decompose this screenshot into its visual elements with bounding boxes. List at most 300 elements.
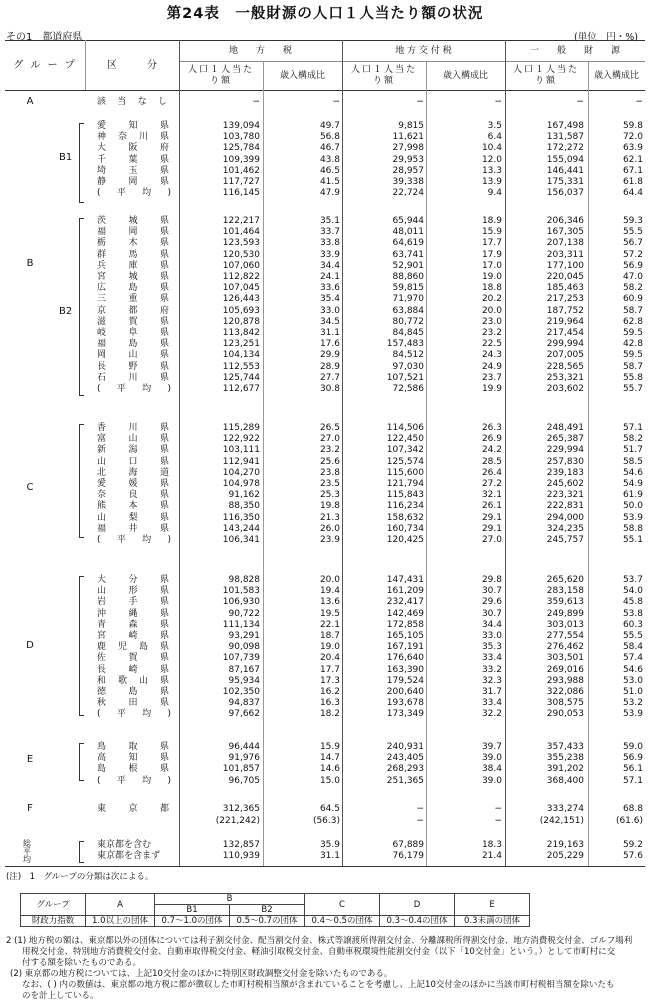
cell-value: 21.3 bbox=[319, 512, 340, 523]
row-label: 山口県 bbox=[97, 456, 173, 467]
cell-value: 35.3 bbox=[481, 642, 502, 653]
cell-value: 22,724 bbox=[392, 188, 424, 199]
cell-value: 21.4 bbox=[481, 851, 502, 862]
row-label: 福井県 bbox=[97, 523, 173, 534]
row-label: 青森県 bbox=[97, 619, 173, 630]
header-per-capita: 人口１人当たり額 bbox=[187, 65, 254, 86]
cell-value: 187,752 bbox=[546, 305, 584, 316]
cell-value: 232,417 bbox=[386, 597, 424, 608]
cell-value: 56.8 bbox=[319, 132, 340, 143]
cell-value: 106,930 bbox=[222, 597, 260, 608]
cell-value: 19.9 bbox=[481, 384, 502, 394]
cell-value: 90,098 bbox=[228, 642, 260, 653]
cell-value: 33.9 bbox=[319, 249, 340, 260]
cell-value: − bbox=[416, 804, 424, 814]
cell-value: 173,349 bbox=[386, 709, 424, 720]
cell-value: 30.8 bbox=[319, 384, 340, 394]
row-label: 新潟県 bbox=[97, 445, 173, 456]
cell-value: − bbox=[494, 97, 502, 107]
cell-value: 123,251 bbox=[222, 339, 260, 350]
cell-value: 57.1 bbox=[622, 423, 643, 433]
cell-value: 245,757 bbox=[546, 535, 584, 545]
cell-value: 97,030 bbox=[392, 361, 424, 372]
row-label: 三重県 bbox=[97, 294, 173, 305]
notes bbox=[6, 872, 646, 883]
cell-value: (56.3) bbox=[312, 815, 340, 826]
table-row bbox=[5, 501, 645, 512]
cell-value: 53.8 bbox=[622, 608, 643, 619]
cell-value: 23.2 bbox=[481, 328, 502, 338]
cell-value: 63,884 bbox=[392, 305, 424, 316]
note-2-2c: のを計上している。 bbox=[22, 991, 99, 1001]
row-label: 広島県 bbox=[97, 283, 173, 294]
cell-value: 53.2 bbox=[622, 698, 643, 709]
cell-value: 26.0 bbox=[319, 523, 340, 534]
cell-value: 29.1 bbox=[481, 512, 502, 523]
cell-value: 61.9 bbox=[622, 490, 643, 501]
cell-value: 115,600 bbox=[386, 467, 424, 478]
cell-value: 160,734 bbox=[386, 523, 424, 534]
cell-value: 39.0 bbox=[481, 753, 502, 764]
cell-value: 35.4 bbox=[319, 294, 340, 305]
cell-value: 20.4 bbox=[319, 653, 340, 664]
cell-value: 253,321 bbox=[546, 372, 584, 383]
row-label: 神奈川県 bbox=[97, 132, 173, 143]
cell-value: 142,469 bbox=[386, 608, 424, 619]
cell-value: 56.1 bbox=[622, 764, 643, 775]
row-label: (平均) bbox=[97, 188, 173, 199]
cell-value: 32.3 bbox=[481, 675, 502, 686]
cell-value: (242,151) bbox=[539, 815, 584, 826]
cell-value: 39.0 bbox=[481, 775, 502, 786]
cell-value: 293,988 bbox=[546, 675, 584, 686]
cell-value: − bbox=[494, 804, 502, 814]
note-2-1b: 用税交付金、特別地方消費税交付金、自動車取得税交付金、軽油引取税交付金、自動車税環境性能割交付金（以下「10交付金」という。）として市町村に交 bbox=[22, 947, 616, 957]
cell-value: 120,878 bbox=[222, 316, 260, 327]
cell-value: 13.6 bbox=[319, 597, 340, 608]
table-row bbox=[5, 384, 645, 395]
gt-val-b2: 0.5〜0.7の団体 bbox=[230, 916, 305, 927]
cell-value: 163,390 bbox=[386, 664, 424, 675]
cell-value: 26.1 bbox=[481, 501, 502, 512]
table-row bbox=[5, 851, 645, 862]
row-label: 大分県 bbox=[97, 575, 173, 585]
cell-value: 17.3 bbox=[319, 675, 340, 686]
cell-value: 57.1 bbox=[622, 775, 643, 786]
cell-value: 20.0 bbox=[319, 575, 340, 585]
row-label: 香川県 bbox=[97, 423, 173, 433]
cell-value: 27.0 bbox=[481, 535, 502, 545]
cell-value: 23.9 bbox=[319, 535, 340, 545]
note-2-1a: 2 (1) 地方税の額は、東京都以外の団体については利子割交付金、配当割交付金、株式等譲渡所得割交付金、分離課税所得割交付金、地方消費税交付金、ゴルフ場利 bbox=[6, 936, 633, 946]
cell-value: 269,016 bbox=[546, 664, 584, 675]
cell-value: 9,815 bbox=[398, 121, 424, 131]
cell-value: 220,045 bbox=[546, 272, 584, 282]
table-row bbox=[5, 687, 645, 698]
cell-value: 59.5 bbox=[622, 328, 643, 338]
row-label: (平均) bbox=[97, 775, 173, 786]
table-row bbox=[5, 468, 645, 479]
cell-value: 15.9 bbox=[481, 227, 502, 238]
cell-value: 19.8 bbox=[319, 501, 340, 512]
cell-value: 29.9 bbox=[319, 350, 340, 361]
cell-value: 156,037 bbox=[546, 188, 584, 199]
cell-value: 23.2 bbox=[319, 445, 340, 456]
note-2-2a: (2) 東京都の地方税については、上記10交付金のほかに特別区財政調整交付金を除いたものである。 bbox=[10, 969, 393, 979]
table-row bbox=[5, 653, 645, 664]
row-label: 東京都を含む bbox=[97, 840, 152, 850]
table-row bbox=[5, 609, 645, 620]
cell-value: 25.6 bbox=[319, 456, 340, 467]
cell-value: 33.7 bbox=[319, 227, 340, 238]
cell-value: 112,677 bbox=[222, 384, 260, 394]
cell-value: 72.0 bbox=[622, 132, 643, 143]
cell-value: 308,575 bbox=[546, 698, 584, 709]
cell-value: 43.8 bbox=[319, 154, 340, 165]
cell-value: 324,235 bbox=[546, 523, 584, 534]
row-label: 静岡県 bbox=[97, 177, 173, 187]
cell-value: 62.8 bbox=[622, 316, 643, 327]
cell-value: 110,939 bbox=[222, 851, 260, 862]
cell-value: 24.3 bbox=[481, 350, 502, 361]
cell-value: 25.3 bbox=[319, 490, 340, 501]
cell-value: 46.7 bbox=[319, 143, 340, 154]
cell-value: 14.6 bbox=[319, 764, 340, 775]
cell-value: 10.4 bbox=[481, 143, 502, 154]
cell-value: 112,941 bbox=[222, 456, 260, 467]
row-label: 山形県 bbox=[97, 586, 173, 597]
cell-value: 97,662 bbox=[228, 709, 260, 720]
row-label: 山梨県 bbox=[97, 512, 173, 523]
cell-value: 27.0 bbox=[319, 434, 340, 445]
cell-value: 54.0 bbox=[622, 586, 643, 597]
cell-value: 223,321 bbox=[546, 490, 584, 501]
cell-value: 50.0 bbox=[622, 501, 643, 512]
table-row bbox=[5, 166, 645, 177]
header-allocation-tax: 地 方 交 付 税 bbox=[395, 46, 452, 56]
cell-value: 29,953 bbox=[392, 154, 424, 165]
cell-value: 42.8 bbox=[622, 339, 643, 350]
cell-value: 18.2 bbox=[319, 709, 340, 720]
gt-label: 財政力指数 bbox=[21, 916, 86, 927]
row-label: 岩手県 bbox=[97, 597, 173, 608]
cell-value: 13.3 bbox=[481, 165, 502, 176]
cell-value: 45.8 bbox=[622, 597, 643, 608]
cell-value: 176,640 bbox=[386, 653, 424, 664]
cell-value: 98,828 bbox=[228, 575, 260, 585]
cell-value: 122,450 bbox=[386, 434, 424, 445]
cell-value: 34.4 bbox=[319, 260, 340, 271]
cell-value: 179,524 bbox=[386, 675, 424, 686]
cell-value: 101,583 bbox=[222, 586, 260, 597]
table-row bbox=[5, 97, 645, 108]
note-2-2b: なお、( ) 内の数値は、東京都の地方税に都が徴収した市町村税相当額が含まれていることを考慮し、上記10交付金のほかに当該市町村税相当額を除いたも bbox=[22, 980, 615, 990]
cell-value: 33.4 bbox=[481, 698, 502, 709]
cell-value: 172,858 bbox=[386, 619, 424, 630]
cell-value: − bbox=[416, 97, 424, 107]
cell-value: 146,441 bbox=[546, 165, 584, 176]
row-label: 長野県 bbox=[97, 361, 173, 372]
group-b1-label: B1 bbox=[59, 152, 73, 163]
row-label: 岐阜県 bbox=[97, 328, 173, 338]
cell-value: 219,163 bbox=[546, 840, 584, 850]
cell-value: 35.1 bbox=[319, 216, 340, 226]
header-ratio: 歳入構成比 bbox=[593, 71, 639, 81]
cell-value: 101,462 bbox=[222, 165, 260, 176]
cell-value: 303,501 bbox=[546, 653, 584, 664]
row-label: 高知県 bbox=[97, 753, 173, 764]
cell-value: 24.1 bbox=[319, 272, 340, 282]
row-label: 福岡県 bbox=[97, 227, 173, 238]
cell-value: 114,506 bbox=[386, 423, 424, 433]
cell-value: 155,094 bbox=[546, 154, 584, 165]
cell-value: 172,272 bbox=[546, 143, 584, 154]
table-row bbox=[5, 188, 645, 199]
table-row bbox=[5, 840, 645, 851]
cell-value: − bbox=[416, 815, 424, 826]
cell-value: 131,587 bbox=[546, 132, 584, 143]
gt-head-b: B bbox=[155, 894, 305, 905]
row-label: 石川県 bbox=[97, 372, 173, 383]
cell-value: 52,901 bbox=[392, 260, 424, 271]
table-row bbox=[5, 698, 645, 709]
cell-value: 13.9 bbox=[481, 177, 502, 187]
cell-value: 185,463 bbox=[546, 283, 584, 294]
row-label: 埼玉県 bbox=[97, 165, 173, 176]
cell-value: 68.8 bbox=[622, 804, 643, 814]
cell-value: 59.5 bbox=[622, 350, 643, 361]
row-label: 千葉県 bbox=[97, 154, 173, 165]
cell-value: 29.6 bbox=[481, 597, 502, 608]
cell-value: 116,145 bbox=[222, 188, 260, 199]
cell-value: 33.0 bbox=[319, 305, 340, 316]
row-label: 岡山県 bbox=[97, 350, 173, 361]
cell-value: 58.4 bbox=[622, 642, 643, 653]
row-label: 佐賀県 bbox=[97, 653, 173, 664]
cell-value: 217,253 bbox=[546, 294, 584, 305]
gt-head-a: A bbox=[86, 894, 155, 916]
row-label: 宮崎県 bbox=[97, 631, 173, 641]
cell-value: 47.9 bbox=[319, 188, 340, 199]
cell-value: 33.8 bbox=[319, 238, 340, 249]
cell-value: 120,530 bbox=[222, 249, 260, 260]
group-a-label: A bbox=[26, 96, 34, 107]
cell-value: 175,331 bbox=[546, 177, 584, 187]
table-row bbox=[5, 642, 645, 653]
cell-value: 17.7 bbox=[319, 664, 340, 675]
cell-value: 139,094 bbox=[222, 121, 260, 131]
row-label: (平均) bbox=[97, 535, 173, 545]
cell-value: 109,399 bbox=[222, 154, 260, 165]
table-row bbox=[5, 631, 645, 642]
cell-value: 107,060 bbox=[222, 260, 260, 271]
table-row bbox=[5, 339, 645, 350]
cell-value: 94,837 bbox=[228, 698, 260, 709]
gt-head-d: D bbox=[380, 894, 455, 916]
cell-value: 39,338 bbox=[392, 177, 424, 187]
header-bottom-border bbox=[5, 90, 645, 91]
cell-value: 283,158 bbox=[546, 586, 584, 597]
cell-value: 17.7 bbox=[481, 238, 502, 249]
cell-value: 112,822 bbox=[222, 272, 260, 282]
cell-value: 121,794 bbox=[386, 479, 424, 489]
table-row bbox=[5, 816, 645, 827]
cell-value: 88,860 bbox=[392, 272, 424, 282]
cell-value: (221,242) bbox=[215, 815, 260, 826]
cell-value: 249,899 bbox=[546, 608, 584, 619]
group-c-label: C bbox=[26, 482, 34, 493]
gt-head-b2: B2 bbox=[230, 905, 305, 916]
cell-value: 31.1 bbox=[319, 851, 340, 862]
cell-value: 67,889 bbox=[392, 840, 424, 850]
cell-value: 276,462 bbox=[546, 642, 584, 653]
page-title: 第24表 一般財源の人口１人当たり額の状況 bbox=[166, 6, 484, 22]
cell-value: 27.2 bbox=[481, 479, 502, 489]
header-per-capita: 人口１人当たり額 bbox=[350, 65, 417, 86]
cell-value: 55.7 bbox=[622, 384, 643, 394]
cell-value: 303,013 bbox=[546, 619, 584, 630]
table-row bbox=[5, 753, 645, 764]
cell-value: 113,842 bbox=[222, 328, 260, 338]
table-row bbox=[5, 742, 645, 753]
header-general-revenue: 一 般 財 源 bbox=[529, 46, 620, 56]
cell-value: 57.2 bbox=[622, 249, 643, 260]
cell-value: 19.4 bbox=[319, 586, 340, 597]
cell-value: 71,970 bbox=[392, 294, 424, 305]
cell-value: 11,621 bbox=[392, 132, 424, 143]
cell-value: 6.4 bbox=[487, 132, 502, 143]
cell-value: 240,931 bbox=[386, 742, 424, 752]
row-label: 茨城県 bbox=[97, 216, 173, 226]
cell-value: 15.0 bbox=[319, 775, 340, 786]
cell-value: 22.1 bbox=[319, 619, 340, 630]
cell-value: 165,105 bbox=[386, 631, 424, 641]
cell-value: 63,741 bbox=[392, 249, 424, 260]
cell-value: 120,425 bbox=[386, 535, 424, 545]
cell-value: 84,512 bbox=[392, 350, 424, 361]
row-label: 秋田県 bbox=[97, 698, 173, 709]
cell-value: 29.8 bbox=[481, 575, 502, 585]
cell-value: 84,845 bbox=[392, 328, 424, 338]
cell-value: 101,464 bbox=[222, 227, 260, 238]
cell-value: 67.1 bbox=[622, 165, 643, 176]
cell-value: 59,815 bbox=[392, 283, 424, 294]
cell-value: 117,727 bbox=[222, 177, 260, 187]
row-label: 福島県 bbox=[97, 339, 173, 350]
table-row bbox=[5, 362, 645, 373]
table-row bbox=[5, 216, 645, 227]
cell-value: 18.9 bbox=[481, 216, 502, 226]
cell-value: 107,342 bbox=[386, 445, 424, 456]
cell-value: 64.4 bbox=[622, 188, 643, 199]
cell-value: 96,444 bbox=[228, 742, 260, 752]
table-row bbox=[5, 261, 645, 272]
cell-value: 167,305 bbox=[546, 227, 584, 238]
cell-value: 27.7 bbox=[319, 372, 340, 383]
cell-value: 23.8 bbox=[319, 467, 340, 478]
table-bottom-border bbox=[5, 866, 645, 867]
table-row bbox=[5, 597, 645, 608]
table-row bbox=[5, 586, 645, 597]
cell-value: 33.6 bbox=[319, 283, 340, 294]
cell-value: 200,640 bbox=[386, 687, 424, 697]
cell-value: 59.8 bbox=[622, 121, 643, 131]
cell-value: 57.4 bbox=[622, 653, 643, 664]
cell-value: 106,341 bbox=[222, 535, 260, 545]
table-row bbox=[5, 121, 645, 132]
cell-value: 58.5 bbox=[622, 456, 643, 467]
cell-value: 24.9 bbox=[481, 361, 502, 372]
table-row bbox=[5, 709, 645, 720]
cell-value: 207,138 bbox=[546, 238, 584, 249]
row-label: 島根県 bbox=[97, 764, 173, 775]
gt-head-e: E bbox=[455, 894, 530, 916]
cell-value: 219,964 bbox=[546, 316, 584, 327]
table-row bbox=[5, 155, 645, 166]
cell-value: 333,274 bbox=[546, 804, 584, 814]
row-label: 奈良県 bbox=[97, 490, 173, 501]
cell-value: 35.9 bbox=[319, 840, 340, 850]
cell-value: 30.7 bbox=[481, 586, 502, 597]
table-row bbox=[5, 524, 645, 535]
cell-value: 55.5 bbox=[622, 227, 643, 238]
table-row bbox=[5, 575, 645, 586]
cell-value: 193,678 bbox=[386, 698, 424, 709]
cell-value: 59.2 bbox=[622, 840, 643, 850]
table-row bbox=[5, 306, 645, 317]
cell-value: 115,843 bbox=[386, 490, 424, 501]
cell-value: 206,346 bbox=[546, 216, 584, 226]
cell-value: 268,293 bbox=[386, 764, 424, 775]
cell-value: 203,602 bbox=[546, 384, 584, 394]
cell-value: − bbox=[576, 97, 584, 107]
cell-value: 56.9 bbox=[622, 753, 643, 764]
cell-value: 72,586 bbox=[392, 384, 424, 394]
cell-value: 63.9 bbox=[622, 143, 643, 154]
cell-value: 38.4 bbox=[481, 764, 502, 775]
cell-value: 60.9 bbox=[622, 294, 643, 305]
cell-value: 265,620 bbox=[546, 575, 584, 585]
cell-value: 26.5 bbox=[319, 423, 340, 433]
note-1: (注) 1 グループの分類は次による。 bbox=[6, 872, 154, 882]
cell-value: − bbox=[635, 97, 643, 107]
cell-value: 54.9 bbox=[622, 479, 643, 489]
cell-value: 132,857 bbox=[222, 840, 260, 850]
cell-value: − bbox=[252, 97, 260, 107]
table-row bbox=[5, 676, 645, 687]
cell-value: 357,433 bbox=[546, 742, 584, 752]
cell-value: 251,365 bbox=[386, 775, 424, 786]
cell-value: 167,498 bbox=[546, 121, 584, 131]
cell-value: 62.1 bbox=[622, 154, 643, 165]
cell-value: 31.1 bbox=[319, 328, 340, 338]
cell-value: 96,705 bbox=[228, 775, 260, 786]
cell-value: 91,976 bbox=[228, 753, 260, 764]
row-label: 鳥取県 bbox=[97, 742, 173, 752]
row-label: 富山県 bbox=[97, 434, 173, 445]
cell-value: 55.1 bbox=[622, 535, 643, 545]
cell-value: 294,000 bbox=[546, 512, 584, 523]
cell-value: 28.5 bbox=[481, 456, 502, 467]
cell-value: 107,521 bbox=[386, 372, 424, 383]
cell-value: 203,311 bbox=[546, 249, 584, 260]
row-label: (平均) bbox=[97, 709, 173, 720]
table-row bbox=[5, 250, 645, 261]
cell-value: 116,234 bbox=[386, 501, 424, 512]
gt-val-e: 0.3未満の団体 bbox=[455, 916, 530, 927]
table-row bbox=[5, 445, 645, 456]
cell-value: 115,289 bbox=[222, 423, 260, 433]
